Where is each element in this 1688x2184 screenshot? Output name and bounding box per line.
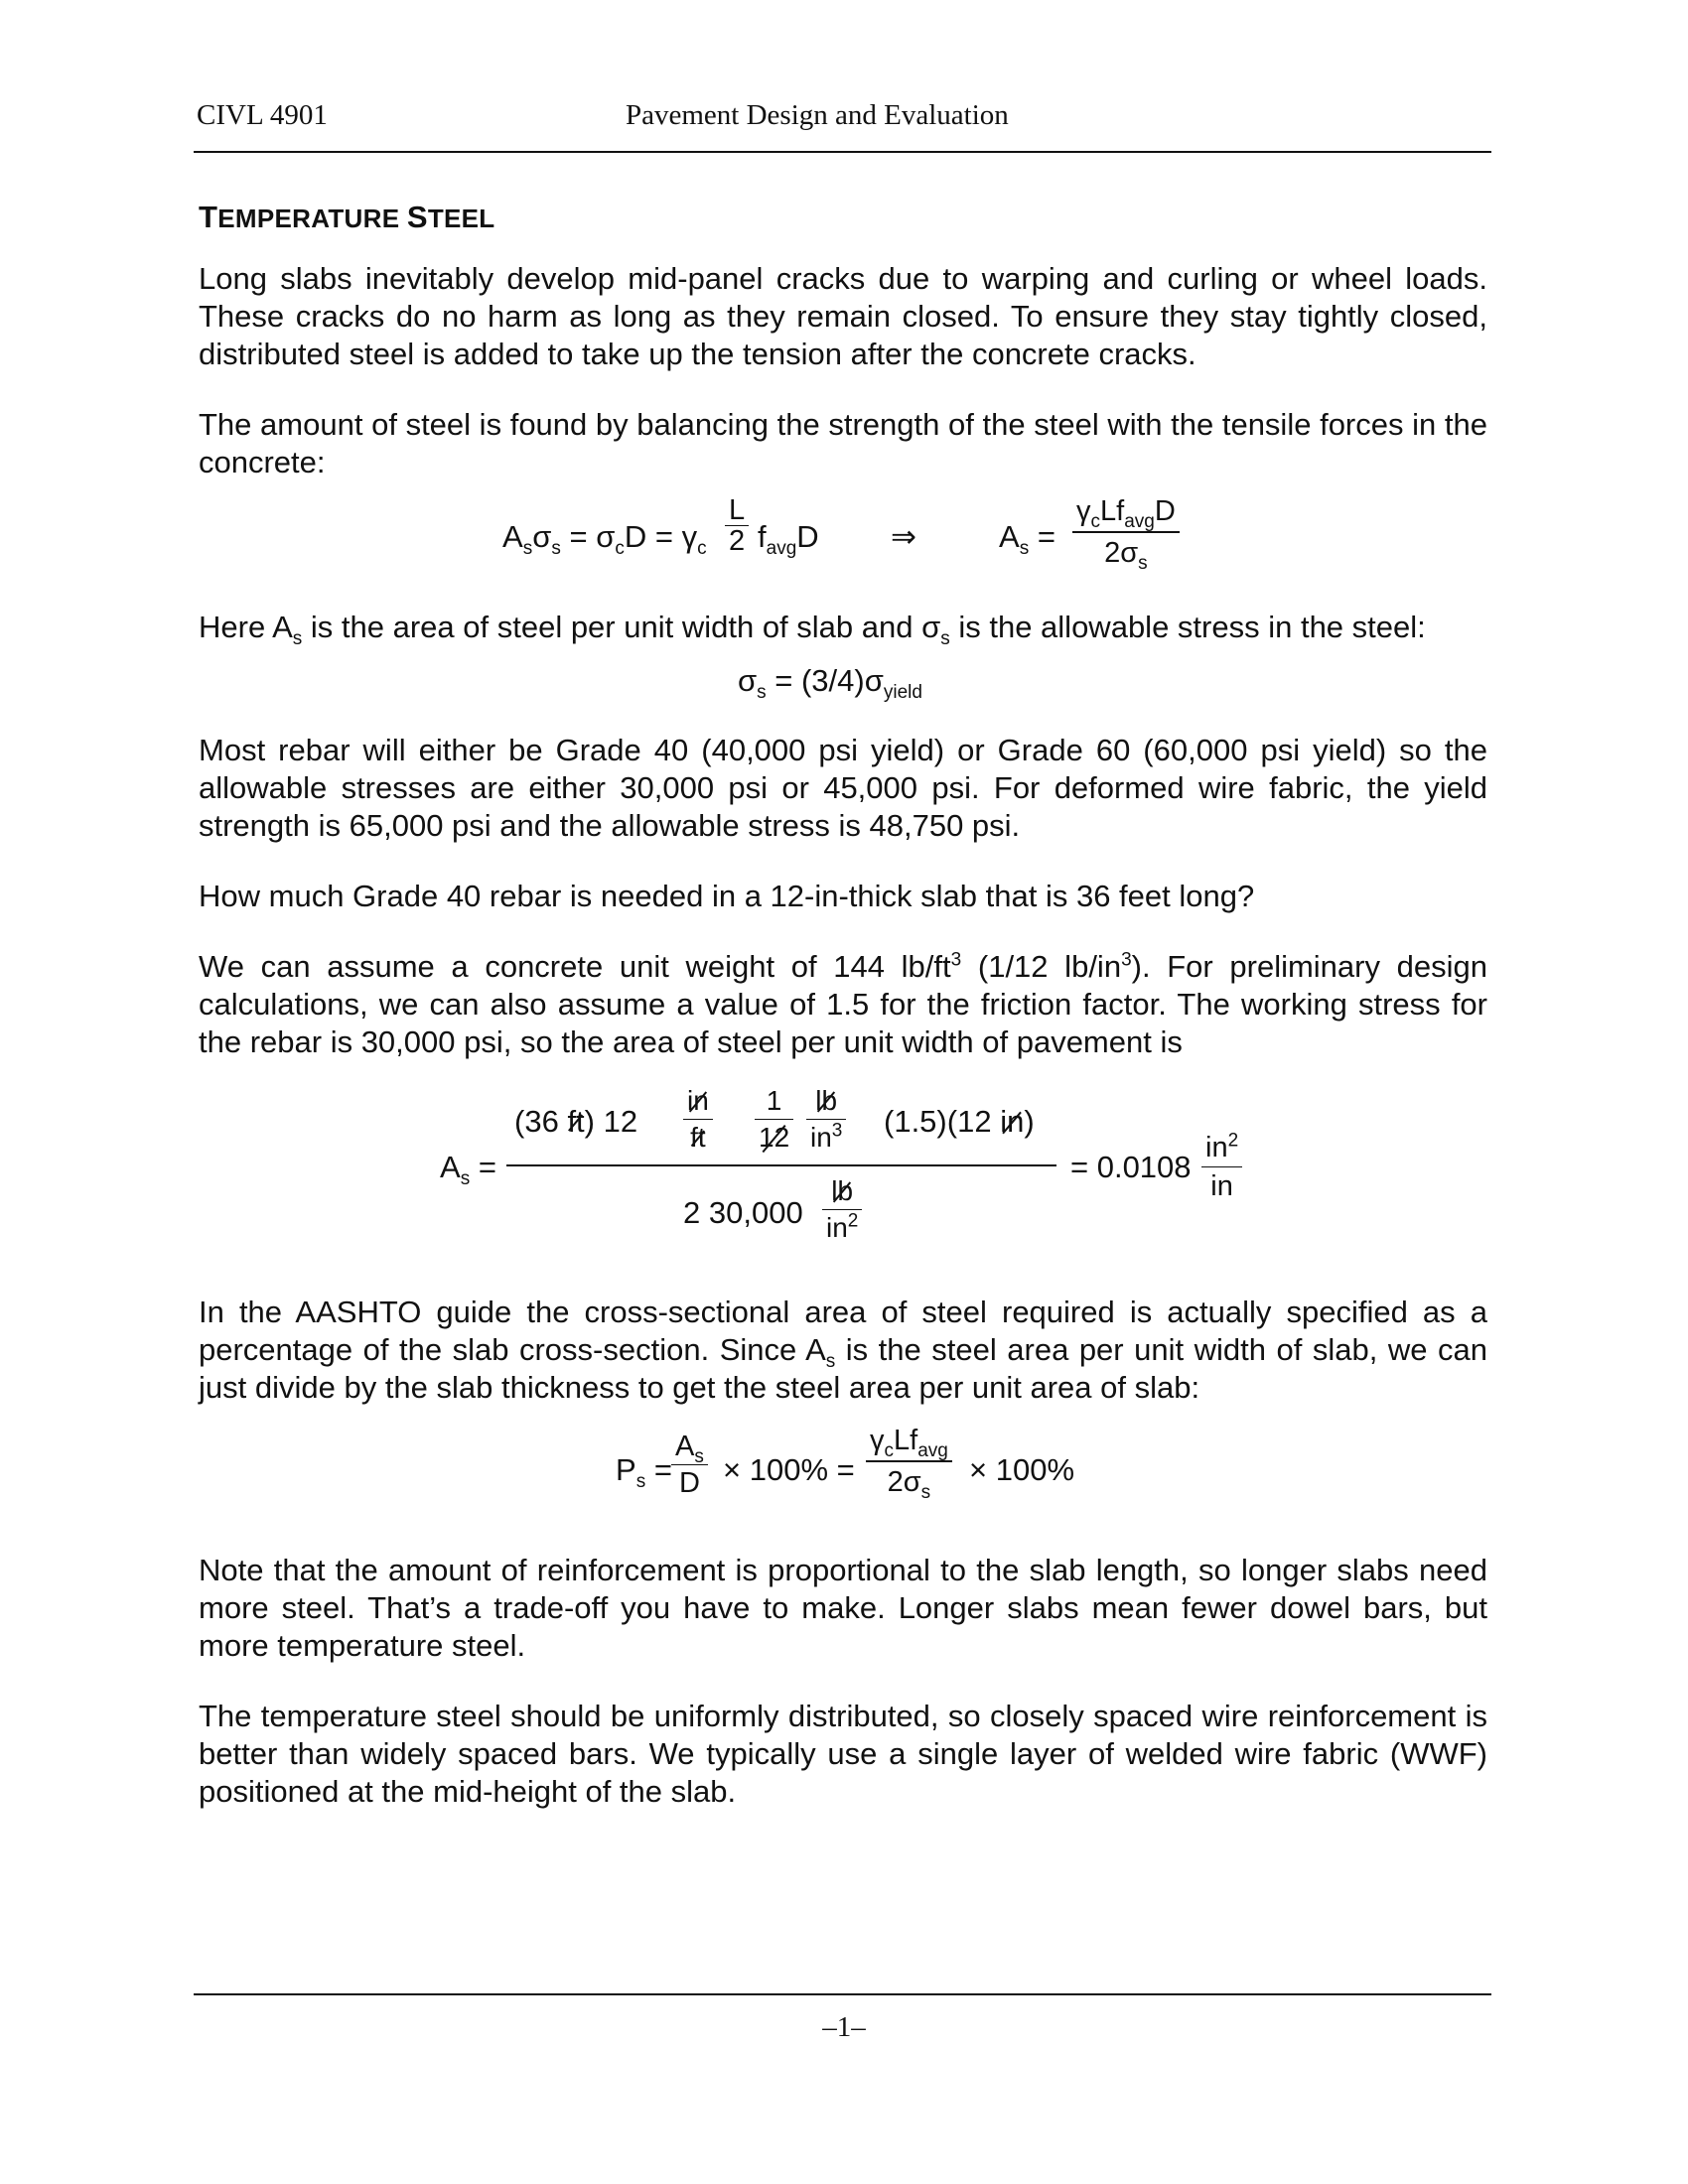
implies-arrow: ⇒	[891, 519, 916, 554]
page-number: –1–	[822, 2011, 866, 2043]
paragraph-aashto: In the AASHTO guide the cross-sectional area of steel required is actually specified as a percentage of the slab cross-section. Since $A_s$ is the steel area per unit width of slab, we can just divide by the slab thickness to get the steel area per unit area of slab:	[199, 1295, 1487, 1405]
main-content	[199, 199, 1487, 1811]
paragraph-assumptions: We can assume a concrete unit weight of 144 $lb/ft^3$ (1/12 $lb/in^3$). For preliminary design calculations, we can also assume a value of 1.5 for the friction factor. The working stress for the rebar is 30,000 psi, so the area of steel per unit width of pavement is	[199, 949, 1487, 1059]
footer-rule	[194, 1993, 1491, 1995]
equation-steel-balance: $A_s\sigma_s = \sigma_cD = \gamma_c$ $\frac{L}{2}$ $f_{avg}D$ ⇒ $A_s$ = $\gamma_cLf_{avg}D$ $2\sigma_s$	[199, 481, 1487, 591]
course-title: Pavement Design and Evaluation	[626, 99, 1009, 131]
page-header	[197, 97, 1487, 145]
equation-steel-area-example: $A_s$ = (36 ft) 12 $\frac{in}{ft}$ $\frac{1}{12}$ $\frac{lb}{in^3}$ (1.5)(12 in) 2 30,000 $\frac{lb}{in^2}$ = 0.0108 $\frac{in^2}{in}$	[199, 1061, 1487, 1270]
paragraph-note: Note that the amount of reinforcement is proportional to the slab length, so longer slabs need more steel. That’s a trade-off you have to make. Longer slabs mean fewer dowel bars, but more temperature steel.	[199, 1553, 1487, 1663]
paragraph-balance: The amount of steel is found by balancing the strength of the steel with the tensile forces in the concrete:	[199, 407, 1487, 479]
paragraph-intro: Long slabs inevitably develop mid-panel cracks due to warping and curling or wheel loads. These cracks do no harm as long as they remain closed. To ensure they stay tightly closed, distributed steel is added to take up the tension after the concrete cracks.	[199, 261, 1487, 371]
section-title: TEMPERATURE STEEL	[199, 200, 495, 234]
header-rule	[194, 151, 1491, 153]
paragraph-question: How much Grade 40 rebar is needed in a 12-in-thick slab that is 36 feet long?	[199, 879, 1255, 913]
equation-allowable-stress: $\sigma_s = (3/4)\sigma_{yield}$	[738, 663, 922, 704]
equation-steel-percentage: $P_s$ = $\frac{A_s}{D}$ × 100% = $\gamma_cLf_{avg}$ $2\sigma_s$ × 100%	[616, 1425, 1075, 1503]
paragraph-definitions: Here $A_s$ is the area of steel per unit width of slab and $\sigma_s$ is the allowable stress in the steel:	[199, 610, 1426, 650]
course-code: CIVL 4901	[197, 99, 328, 131]
paragraph-grades: Most rebar will either be Grade 40 (40,000 psi yield) or Grade 60 (60,000 psi yield) so the allowable stresses are either 30,000 psi or 45,000 psi. For deformed wire fabric, the yield strength is 65,000 psi and the allowable stress is 48,750 psi.	[199, 733, 1487, 843]
paragraph-distribution: The temperature steel should be uniformly distributed, so closely spaced wire reinforcement is better than widely spaced bars. We typically use a single layer of welded wire fabric (WWF) positioned at the mid-height of the slab.	[199, 1699, 1487, 1809]
